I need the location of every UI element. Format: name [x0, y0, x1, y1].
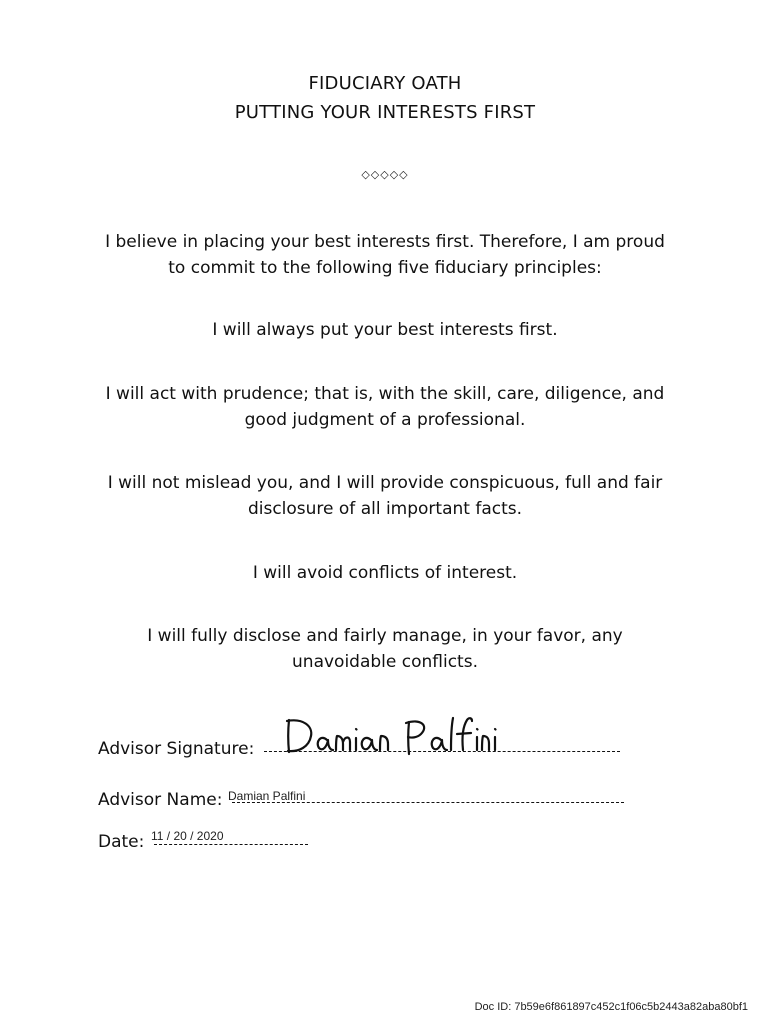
- date-label: Date:: [98, 832, 145, 852]
- principle-5: I will fully disclose and fairly manage, in your favor, any unavoidable conflicts.: [147, 626, 623, 672]
- signature-label: Advisor Signature:: [98, 739, 255, 759]
- principle-3: I will not mislead you, and I will provide conspicuous, full and fair disclosure of all important facts.: [107, 473, 663, 519]
- date-value: 11 / 20 / 2020: [151, 829, 224, 843]
- signature-field: [98, 739, 620, 759]
- advisor-name-value: Damian Palfini: [228, 789, 306, 803]
- document-subtitle: PUTTING YOUR INTERESTS FIRST: [234, 102, 536, 123]
- document-id: Doc ID: 7b59e6f861897c452c1f06c5b2443a82aba80bf1: [474, 1001, 748, 1013]
- advisor-name-field: [98, 790, 624, 810]
- principle-4: I will avoid conflicts of interest.: [252, 563, 518, 583]
- date-line[interactable]: [154, 844, 308, 845]
- advisor-name-label: Advisor Name:: [98, 790, 223, 810]
- signature-line[interactable]: [264, 751, 620, 752]
- principle-2: I will act with prudence; that is, with the skill, care, diligence, and good judgment of a professional.: [105, 384, 665, 430]
- diamond-ornament: ◇◇◇◇◇: [361, 168, 409, 181]
- principle-1: I will always put your best interests first.: [212, 320, 558, 340]
- intro-paragraph: I believe in placing your best interests first. Therefore, I am proud to commit to the following five fiduciary principles:: [105, 232, 665, 278]
- document-title: FIDUCIARY OATH: [308, 73, 462, 94]
